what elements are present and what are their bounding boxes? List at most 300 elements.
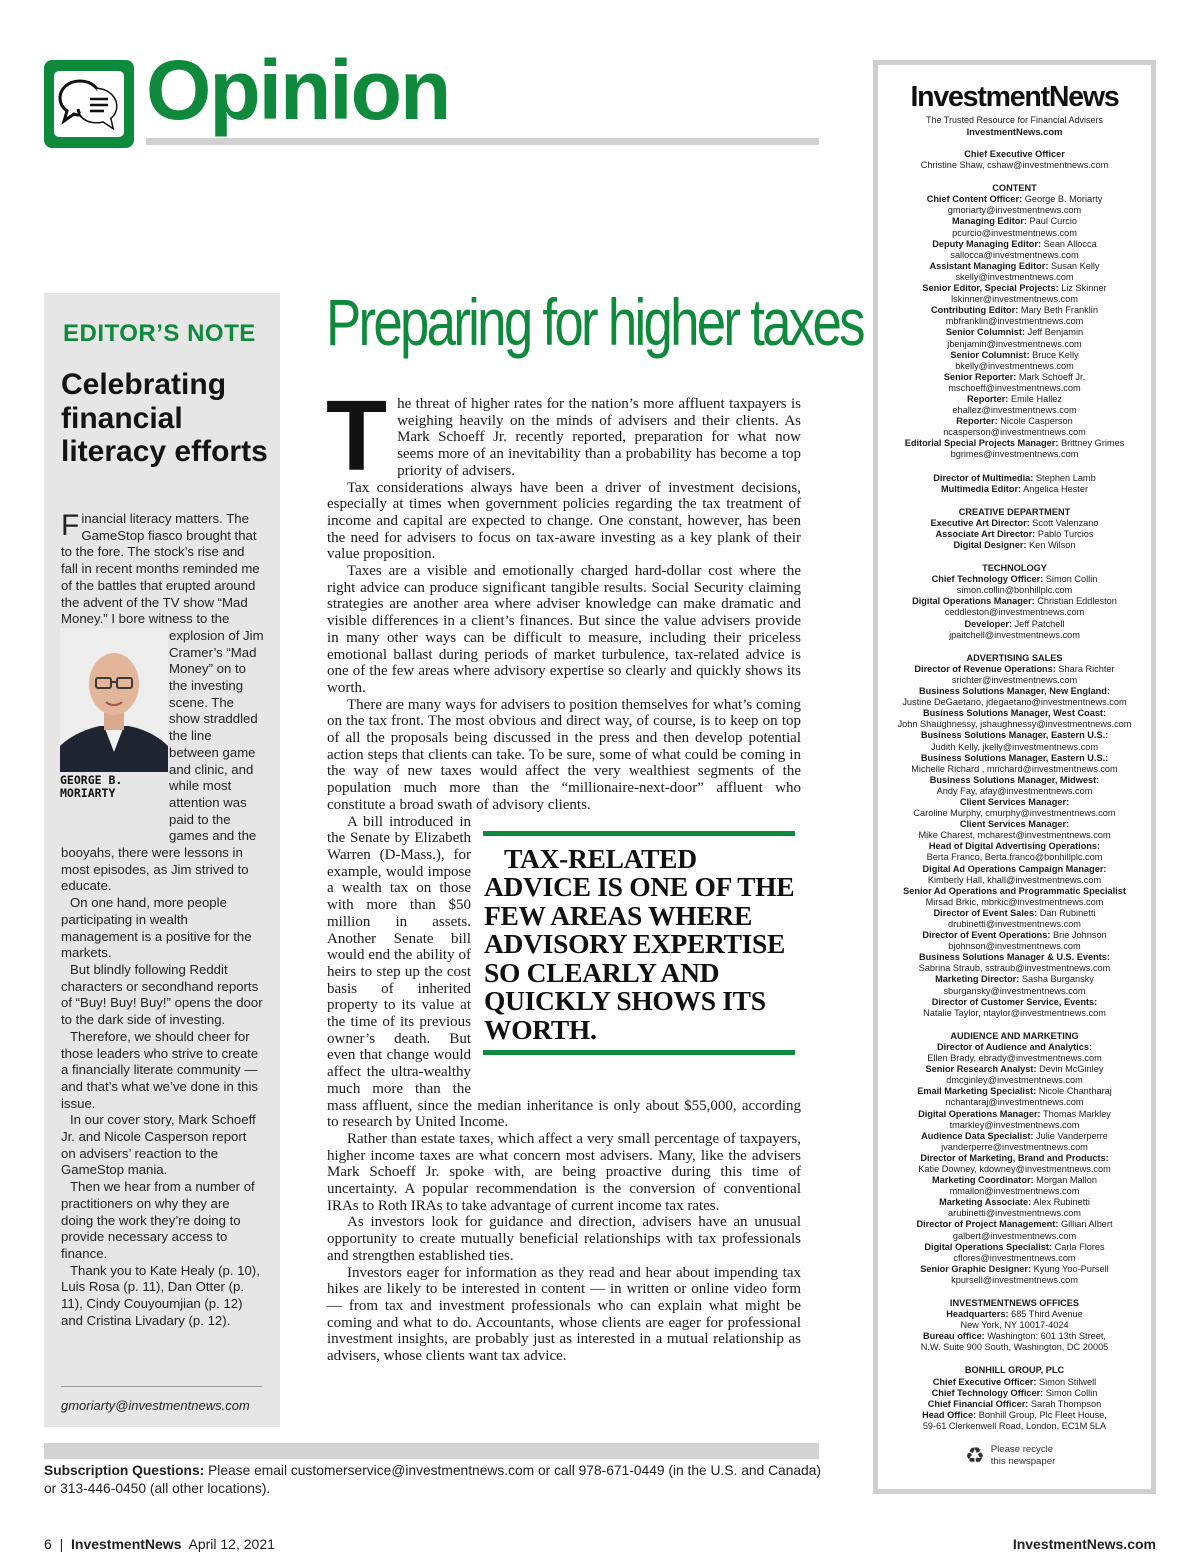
masthead-role: Audience Data Specialist: xyxy=(921,1130,1034,1141)
masthead-value: Susan Kelly xyxy=(1050,260,1100,271)
editors-note-paragraph: Thank you to Kate Healy (p. 10), Luis Rosa (p. 11), Dan Otter (p. 11), Cindy Couyoumjian (p. 12) and Cristina Livadary (p. 12). xyxy=(61,1262,260,1328)
masthead-value: Berta Franco, Berta.franco@bonhillplc.com xyxy=(926,852,1103,863)
masthead-line xyxy=(878,216,1151,227)
masthead xyxy=(878,82,1151,1432)
publication-name: InvestmentNews xyxy=(71,1536,182,1552)
masthead-line xyxy=(878,316,1151,327)
masthead-role: Bureau office: xyxy=(922,1331,985,1342)
masthead-line xyxy=(878,786,1151,797)
photo-caption: GEORGE B. MORIARTY xyxy=(60,772,123,800)
speech-bubbles-icon xyxy=(44,60,134,148)
masthead-line xyxy=(878,852,1151,863)
masthead-line xyxy=(878,1053,1151,1064)
masthead-value: Kyung Yoo-Pursell xyxy=(1033,1263,1109,1274)
masthead-value: Kimberly Hall, khall@investmentnews.com xyxy=(927,874,1102,885)
publication-tagline: The Trusted Resource for Financial Advisers xyxy=(925,115,1104,125)
masthead-role: Senior Graphic Designer: xyxy=(920,1263,1032,1274)
masthead-value: John Shaughnessy, jshaughnessy@investmentnews.com xyxy=(897,719,1132,730)
masthead-line xyxy=(878,952,1151,963)
article-body xyxy=(326,380,801,1365)
masthead-line xyxy=(878,730,1151,741)
masthead-line xyxy=(878,361,1151,372)
masthead-role: Executive Art Director: xyxy=(930,517,1030,528)
masthead-role: Business Solutions Manager, West Coast: xyxy=(922,708,1107,719)
masthead-section-heading: AUDIENCE AND MARKETING xyxy=(950,1030,1079,1041)
masthead-role: Digital Designer: xyxy=(953,540,1027,550)
issue-date: April 12, 2021 xyxy=(188,1536,275,1552)
pullquote: TAX-RELATED ADVICE IS ONE OF THE FEW AREAS WHERE ADVISORY EXPERTISE SO CLEARLY AND QUICKLY SHOWS ITS WORTH. xyxy=(484,842,795,1045)
masthead-value: Sabrina Straub, sstraub@investmentnews.com xyxy=(918,963,1111,974)
masthead-value: Mark Schoeff Jr. xyxy=(1018,371,1086,382)
masthead-role: Digital Ad Operations Campaign Manager: xyxy=(922,863,1107,874)
masthead-value: Brittney Grimes xyxy=(1060,438,1125,449)
masthead-value: Nicole Chantharaj xyxy=(1038,1086,1112,1097)
masthead-role: Chief Content Officer: xyxy=(926,194,1023,205)
masthead-role: Senior Reporter: xyxy=(943,371,1017,382)
masthead-line xyxy=(878,585,1151,596)
masthead-role: Business Solutions Manager & U.S. Events: xyxy=(919,952,1110,963)
folio: 6 | InvestmentNews April 12, 2021 xyxy=(44,1536,275,1552)
article-paragraph: As investors look for guidance and direction, advisers have an unusual opportunity to create mutually beneficial relationships with tax professionals and strengthen established ties. xyxy=(327,1214,801,1264)
masthead-value: Bonhill Group, Plc Fleet House, xyxy=(978,1409,1107,1420)
masthead-line xyxy=(878,574,1151,585)
masthead-value: Jeff Benjamin xyxy=(1027,327,1084,338)
masthead-role: Director of Event Sales: xyxy=(933,907,1038,918)
section-title: Opinion xyxy=(146,43,450,137)
masthead-value: Sasha Burgansky xyxy=(1021,974,1094,985)
masthead-role: Chief Technology Officer: xyxy=(931,574,1044,585)
masthead-line xyxy=(878,1142,1151,1153)
masthead-section xyxy=(878,183,1151,460)
masthead-value: cflores@investmentnews.com xyxy=(953,1252,1076,1263)
masthead-value: Angelica Hester xyxy=(1023,483,1089,494)
masthead-line xyxy=(878,1164,1151,1175)
editors-note-text xyxy=(61,511,264,893)
masthead-value: bgrimes@investmentnews.com xyxy=(950,449,1079,460)
article-paragraph xyxy=(326,380,801,492)
masthead-role: Reporter: xyxy=(967,393,1009,404)
editors-note-body xyxy=(61,511,264,1329)
masthead-line xyxy=(878,394,1151,405)
masthead-value: 685 Third Avenue xyxy=(1011,1309,1083,1320)
masthead-line xyxy=(878,1086,1151,1097)
masthead-line xyxy=(878,897,1151,908)
masthead-value: Julie Vanderperre xyxy=(1036,1130,1108,1141)
masthead-value: Christian Eddleston xyxy=(1037,596,1117,607)
recycle-line: this newspaper xyxy=(990,1456,1056,1467)
masthead-role: Director of Customer Service, Events: xyxy=(931,996,1098,1007)
masthead-line xyxy=(878,830,1151,841)
masthead-value: Mary Beth Franklin xyxy=(1020,305,1098,316)
masthead-line xyxy=(878,1131,1151,1142)
masthead-section-heading: CONTENT xyxy=(992,183,1037,194)
masthead-role: Digital Operations Manager: xyxy=(912,596,1035,607)
masthead-line xyxy=(878,1109,1151,1120)
masthead-value: N.W. Suite 900 South, Washington, DC 20005 xyxy=(920,1342,1109,1353)
masthead-line xyxy=(878,484,1151,495)
article-paragraph: Tax considerations always have been a driver of investment decisions, especially at times when government policies regarding the tax treatment of income and capital are expected to change. One constant, however, has been the need for advisers to focus on tax-aware investing as a key plank of their value proposition. xyxy=(327,479,801,563)
masthead-value: Carla Flores xyxy=(1054,1241,1105,1252)
masthead-value: jbenjamin@investmentnews.com xyxy=(947,338,1082,349)
masthead-line xyxy=(878,742,1151,753)
recycle-notice xyxy=(965,1444,1055,1468)
masthead-value: Bruce Kelly xyxy=(1032,349,1079,360)
masthead-role: Chief Technology Officer: xyxy=(931,1387,1044,1398)
masthead-value: mbfranklin@investmentnews.com xyxy=(945,316,1084,327)
masthead-role: Senior Columnist: xyxy=(950,349,1030,360)
masthead-line xyxy=(878,1264,1151,1275)
masthead-value: galbert@investmentnews.com xyxy=(952,1230,1077,1241)
masthead-line xyxy=(878,753,1151,764)
masthead-role: Multimedia Editor: xyxy=(940,483,1022,494)
masthead-role: Associate Art Director: xyxy=(935,528,1036,539)
signoff-rule xyxy=(61,1386,262,1387)
masthead-role: Business Solutions Manager, Midwest: xyxy=(929,774,1100,785)
masthead-value: bjohnson@investmentnews.com xyxy=(948,941,1081,952)
masthead-line xyxy=(878,228,1151,239)
masthead-value: Pablo Turcios xyxy=(1037,528,1094,539)
masthead-line xyxy=(878,908,1151,919)
masthead-section-heading: TECHNOLOGY xyxy=(982,563,1047,574)
masthead-value: jvanderperre@investmentnews.com xyxy=(941,1141,1088,1152)
masthead-value: Ellen Brady, ebrady@investmentnews.com xyxy=(927,1053,1102,1064)
masthead-line xyxy=(878,596,1151,607)
masthead-role: Chief Executive Officer: xyxy=(932,1376,1037,1387)
article-text: he threat of higher rates for the nation’s more affluent taxpayers is weighing heavily on the minds of advisers and their clients. As Mark Schoeff Jr. recently reported, preparation for what now seems more of an inevitability than a probability has become a top priority of advisers. xyxy=(397,396,801,479)
editors-note-paragraph: But blindly following Reddit characters or secondhand reports of “Buy! Buy! Buy!” opens the door to the dark side of investing. xyxy=(61,961,263,1028)
masthead-value: lskinner@investmentnews.com xyxy=(951,294,1078,305)
masthead-line xyxy=(878,1097,1151,1108)
masthead-line xyxy=(878,1309,1151,1320)
editors-note-text-part: explosion of Jim Cramer’s “Mad Money” on to the investing scene. The show straddled the line between game and clinic, and while most attention was paid to the games and the booyahs, there were lessons in most episodes, as Jim strived to educate. xyxy=(61,627,264,894)
masthead-role: Email Marketing Specialist: xyxy=(917,1086,1037,1097)
masthead-value: mschoeff@investmentnews.com xyxy=(948,382,1081,393)
masthead-role: Headquarters: xyxy=(946,1309,1009,1320)
masthead-role: Director of Audience and Analytics: xyxy=(936,1041,1093,1052)
masthead-line xyxy=(878,963,1151,974)
masthead-line xyxy=(878,708,1151,719)
masthead-line xyxy=(878,719,1151,730)
recycle-text xyxy=(991,1444,1056,1468)
masthead-value: Mirsad Brkic, mbrkic@investmentnews.com xyxy=(925,896,1104,907)
masthead-value: Michelle Richard , mrichard@investmentnews.com xyxy=(911,763,1118,774)
subscription-info xyxy=(44,1462,834,1498)
masthead-role: Managing Editor: xyxy=(951,216,1027,227)
masthead-role: Marketing Associate: xyxy=(939,1197,1032,1208)
article-paragraph: There are many ways for advisers to position themselves for what’s coming on the tax front. The most obvious and direct way, of course, is to keep on top of all the proposals being discussed in the press and then develop potential action steps that clients can take. To be sure, some of what could be coming in the way of new taxes would affect the very wealthiest segments of the population much more than the “millionaire-next-door” affluent who constitute a broad swath of advisory clients. xyxy=(327,696,801,813)
author-photo-block xyxy=(60,628,168,838)
masthead-section xyxy=(878,1365,1151,1432)
masthead-line xyxy=(878,1320,1151,1331)
footer-site: InvestmentNews.com xyxy=(1012,1536,1156,1552)
masthead-role: Assistant Managing Editor: xyxy=(929,260,1049,271)
masthead-value: New York, NY 10017-4024 xyxy=(960,1320,1069,1331)
masthead-line xyxy=(878,1275,1151,1286)
masthead-line xyxy=(878,272,1151,283)
masthead-value: kpursell@investmentnews.com xyxy=(951,1274,1078,1285)
masthead-line xyxy=(878,930,1151,941)
masthead-line xyxy=(878,619,1151,630)
masthead-line xyxy=(878,1331,1151,1342)
masthead-line xyxy=(878,797,1151,808)
masthead-value: Simon Collin xyxy=(1045,1387,1098,1398)
masthead-value: drubinetti@investmentnews.com xyxy=(948,919,1081,929)
masthead-line xyxy=(878,416,1151,427)
masthead-line xyxy=(878,383,1151,394)
masthead-line xyxy=(878,305,1151,316)
masthead-line xyxy=(878,974,1151,985)
masthead-line xyxy=(878,941,1151,952)
author-email: gmoriarty@investmentnews.com xyxy=(61,1398,250,1413)
masthead-line xyxy=(878,664,1151,675)
masthead-section xyxy=(878,1298,1151,1353)
footer-rule xyxy=(44,1443,819,1459)
masthead-role: Senior Columnist: xyxy=(945,327,1026,338)
pullquote-rule-top xyxy=(483,831,795,836)
masthead-line xyxy=(878,1153,1151,1164)
masthead-value: Justine DeGaetano, jdegaetano@investmentnews.com xyxy=(902,697,1127,708)
recycle-icon: ♻ xyxy=(965,1443,985,1468)
masthead-line xyxy=(878,438,1151,449)
masthead-value: Christine Shaw, cshaw@investmentnews.com xyxy=(920,160,1109,171)
masthead-role: Client Services Manager: xyxy=(959,819,1070,830)
masthead-role: Reporter: xyxy=(956,416,998,427)
masthead-line xyxy=(878,1377,1151,1388)
masthead-section-heading: BONHILL GROUP, PLC xyxy=(964,1365,1065,1376)
masthead-line xyxy=(878,1410,1151,1421)
masthead-role: Deputy Managing Editor: xyxy=(932,238,1042,249)
masthead-value: George B. Moriarty xyxy=(1024,194,1103,205)
masthead-line xyxy=(878,339,1151,350)
masthead-line xyxy=(878,160,1151,171)
masthead-value: ceddleston@investmentnews.com xyxy=(944,607,1085,618)
masthead-value: Scott Valenzano xyxy=(1032,517,1099,528)
subscription-label: Subscription Questions: xyxy=(44,1463,205,1478)
masthead-value: Thomas Markley xyxy=(1043,1108,1111,1119)
masthead-value: Shara Richter xyxy=(1058,663,1115,674)
masthead-value: Ken Wilson xyxy=(1029,540,1076,550)
masthead-section-heading: ADVERTISING SALES xyxy=(966,652,1063,663)
masthead-role: Director of Marketing, Brand and Products: xyxy=(920,1152,1109,1163)
masthead-value: Stephen Lamb xyxy=(1035,472,1096,483)
masthead-line xyxy=(878,919,1151,930)
subscription-text: Please email customerservice@investmentnews.com or call 978-671-0449 (in the U.S. and Canada) or 313-446-0450 (all other locations). xyxy=(44,1463,821,1496)
masthead-role: Senior Research Analyst: xyxy=(925,1064,1037,1075)
masthead-line xyxy=(878,1242,1151,1253)
masthead-role: Chief Financial Officer: xyxy=(927,1398,1029,1409)
masthead-line xyxy=(878,1175,1151,1186)
masthead-value: Judith Kelly, jkelly@investmentnews.com xyxy=(931,741,1098,752)
masthead-value: Alex Rubinetti xyxy=(1033,1197,1090,1208)
pullquote-block xyxy=(483,820,813,1092)
masthead-line xyxy=(878,986,1151,997)
masthead-role: Senior Ad Operations and Programmatic Specialist xyxy=(903,885,1126,896)
masthead-value: ncasperson@investmentnews.com xyxy=(943,427,1086,438)
masthead-line xyxy=(878,886,1151,897)
masthead-line xyxy=(878,283,1151,294)
article-paragraph xyxy=(327,814,801,1131)
page-number: 6 xyxy=(44,1536,52,1552)
masthead-section xyxy=(878,473,1151,495)
masthead-role: Marketing Director: xyxy=(935,974,1020,985)
masthead-section xyxy=(878,653,1151,1019)
masthead-value: Simon Collin xyxy=(1045,574,1098,585)
masthead-role: Digital Operations Specialist: xyxy=(924,1241,1053,1252)
masthead-line xyxy=(878,1186,1151,1197)
masthead-line xyxy=(878,864,1151,875)
masthead-value: Morgan Mallon xyxy=(1036,1175,1097,1186)
masthead-value: 59-61 Clerkenwell Road, London, EC1M 5LA xyxy=(922,1420,1107,1431)
editors-note-text-part: inancial literacy matters. The GameStop fiasco brought that to the fore. The stock’s rise and fall in recent months reminded me of the battles that erupted around the advent of the TV show “Mad Money.” I bore witness to the xyxy=(61,511,260,627)
masthead-line xyxy=(878,518,1151,529)
masthead-role: Director of Revenue Operations: xyxy=(914,663,1056,674)
masthead-line xyxy=(878,540,1151,551)
masthead-role: Head of Digital Advertising Operations: xyxy=(928,841,1101,852)
masthead-line xyxy=(878,250,1151,261)
masthead-value: Nicole Casperson xyxy=(1000,416,1073,427)
masthead-line xyxy=(878,808,1151,819)
editors-note-headline: Celebrating financial literacy efforts xyxy=(61,368,268,468)
masthead-line xyxy=(878,372,1151,383)
masthead-role: Head Office: xyxy=(922,1409,977,1420)
masthead-line xyxy=(878,529,1151,540)
masthead-role: Director of Event Operations: xyxy=(922,930,1051,941)
masthead-line xyxy=(878,1231,1151,1242)
masthead-value: Katie Downey, kdowney@investmentnews.com xyxy=(918,1163,1111,1174)
masthead-value: pcurcio@investmentnews.com xyxy=(952,227,1077,238)
recycle-line: Please recycle xyxy=(990,1444,1054,1455)
masthead-line xyxy=(878,764,1151,775)
masthead-role: Director of Multimedia: xyxy=(933,472,1034,483)
masthead-value: sallocca@investmentnews.com xyxy=(950,249,1079,260)
masthead-section xyxy=(878,563,1151,641)
masthead-line xyxy=(878,607,1151,618)
masthead-value: ehallez@investmentnews.com xyxy=(952,405,1077,416)
editors-note-paragraph xyxy=(61,511,264,895)
masthead-role: Client Services Manager: xyxy=(959,796,1070,807)
masthead-line xyxy=(878,239,1151,250)
masthead-line xyxy=(878,350,1151,361)
masthead-value: arubinetti@investmentnews.com xyxy=(948,1208,1081,1219)
article-dropcap: T xyxy=(326,380,388,492)
masthead-line xyxy=(878,1219,1151,1230)
masthead-section-heading: CREATIVE DEPARTMENT xyxy=(958,506,1071,517)
masthead-section xyxy=(878,149,1151,171)
masthead-line xyxy=(878,697,1151,708)
masthead-role: Digital Operations Manager: xyxy=(918,1108,1041,1119)
masthead-line xyxy=(878,875,1151,886)
masthead-value: Devin McGinley xyxy=(1039,1064,1104,1075)
masthead-role: Business Solutions Manager, New England: xyxy=(919,686,1110,697)
editors-note-paragraph: Then we hear from a number of practitioners on why they are doing the work they’re doing to provide necessary access to finance. xyxy=(61,1179,255,1261)
editors-note-dropcap: F xyxy=(61,509,80,542)
masthead-value: tmarkley@investmentnews.com xyxy=(949,1119,1080,1130)
masthead-line xyxy=(878,675,1151,686)
article-paragraph: Taxes are a visible and emotionally charged hard-dollar cost where the right advice can produce significant tangible results. Social Security claiming strategies are another area where adviser knowledge can make dramatic and visible differences in a client’s finances. But since the value advisers provide in many other ways can be difficult to measure, including their priceless emotional ballast during periods of market turbulence, tax-related advice is one of the few areas where advisory expertise so clearly and quickly shows its worth. xyxy=(327,563,801,696)
masthead-value: bkelly@investmentnews.com xyxy=(955,360,1074,371)
masthead-line xyxy=(878,1042,1151,1053)
masthead-value: skelly@investmentnews.com xyxy=(955,271,1074,282)
masthead-line xyxy=(878,1075,1151,1086)
masthead-value: dmcginley@investmentnews.com xyxy=(946,1075,1083,1086)
article-headline: Preparing for higher taxes xyxy=(326,285,863,359)
masthead-value: Dan Rubinetti xyxy=(1039,907,1096,918)
masthead-line xyxy=(878,294,1151,305)
masthead-line xyxy=(878,261,1151,272)
masthead-line xyxy=(878,1421,1151,1432)
masthead-section xyxy=(878,1031,1151,1286)
masthead-role: Marketing Coordinator: xyxy=(932,1175,1034,1186)
masthead-role: Chief Executive Officer xyxy=(964,149,1065,159)
masthead-value: jpaitchell@investmentnews.com xyxy=(949,629,1080,640)
masthead-value: Paul Curcio xyxy=(1029,216,1078,227)
masthead-value: Sean Allocca xyxy=(1043,238,1097,249)
masthead-value: srichter@investmentnews.com xyxy=(951,674,1078,685)
masthead-line xyxy=(878,327,1151,338)
masthead-line xyxy=(878,473,1151,484)
masthead-value: mmallon@investmentnews.com xyxy=(949,1186,1080,1197)
masthead-line xyxy=(878,841,1151,852)
masthead-value: Washington: 601 13th Street, xyxy=(987,1331,1106,1342)
masthead-value: Emile Hallez xyxy=(1010,393,1062,404)
masthead-value: Caroline Murphy, cmurphy@investmentnews.com xyxy=(913,808,1116,819)
header-rule xyxy=(146,138,819,145)
masthead-role: Contributing Editor: xyxy=(931,305,1019,316)
masthead-line xyxy=(878,194,1151,205)
masthead-line xyxy=(878,1342,1151,1353)
masthead-role: Business Solutions Manager, Eastern U.S.: xyxy=(920,752,1109,763)
masthead-role: Senior Editor, Special Projects: xyxy=(922,283,1059,294)
pullquote-rule-bottom xyxy=(483,1050,795,1055)
masthead-line xyxy=(878,819,1151,830)
masthead-role: Director of Project Management: xyxy=(916,1219,1059,1230)
masthead-line xyxy=(878,1120,1151,1131)
publication-logo: InvestmentNews xyxy=(910,81,1119,113)
masthead-value: Sarah Thompson xyxy=(1030,1398,1102,1409)
masthead-section-heading: INVESTMENTNEWS OFFICES xyxy=(949,1298,1080,1308)
masthead-line xyxy=(878,449,1151,460)
masthead-value: simon.collin@bonhillplc.com xyxy=(956,585,1073,596)
masthead-line xyxy=(878,1208,1151,1219)
masthead-line xyxy=(878,1253,1151,1264)
masthead-value: sburgansky@investmentnews.com xyxy=(943,985,1086,996)
masthead-line xyxy=(878,427,1151,438)
masthead-line xyxy=(878,1064,1151,1075)
masthead-line xyxy=(878,205,1151,216)
masthead-role: Developer: xyxy=(964,618,1013,629)
article-paragraph: Rather than estate taxes, which affect a very small percentage of taxpayers, higher income taxes are what concern most advisers. Many, like the advisers Mark Schoeff Jr. spoke with, are being proactive during this time of uncertainty. A popular recommendation is the conversion of conventional IRAs to Roth IRAs to take advantage of current income tax rates. xyxy=(327,1130,801,1214)
masthead-role: Business Solutions Manager, Eastern U.S.: xyxy=(920,730,1109,741)
masthead-value: Brie Johnson xyxy=(1053,930,1107,941)
article-text: A bill introduced in the Senate by Elizabeth Warren (D-Mass.), for example, would impose a wealth tax on those with more than $50 million in assets. Another Senate bill would end the ability of heirs to step up the cost basis of inherited property to its value at the time of its previous owner’s death. But even that change would affect the ultra-wealthy much more than the mass affluent, since the median inheritance is only about $55,000, according to research by United Income. xyxy=(327,813,801,1131)
masthead-line xyxy=(878,1399,1151,1410)
article-paragraph: Investors eager for information as they read and hear about impending tax hikes are likely to be interested in content — in written or online video form — from tax and investment professionals who can explain what might be coming and what to do. Accountants, whose clients are eager for professional investment insights, are probably just as interested in a mutual relationship as advisers, whose clients want tax advice. xyxy=(327,1264,801,1365)
editors-note-label: EDITOR’S NOTE xyxy=(63,320,256,347)
masthead-line xyxy=(878,1008,1151,1019)
editors-note-paragraph: On one hand, more people participating in wealth management is a positive for the markets. xyxy=(61,895,252,961)
masthead-value: Natalie Taylor, ntaylor@investmentnews.com xyxy=(923,1007,1106,1018)
author-photo xyxy=(60,628,168,772)
masthead-line xyxy=(878,405,1151,416)
masthead-line xyxy=(878,775,1151,786)
masthead-value: Simon Stilwell xyxy=(1039,1376,1097,1387)
editors-note-paragraph: Therefore, we should cheer for those leaders who strive to create a financially literate community — and that’s what we’ve done in this issue. xyxy=(61,1028,259,1111)
masthead-value: Jeff Patchell xyxy=(1014,618,1065,629)
masthead-line xyxy=(878,149,1151,160)
masthead-sections xyxy=(878,149,1151,1432)
masthead-value: Andy Fay, afay@investmentnews.com xyxy=(936,785,1093,796)
masthead-value: gmoriarty@investmentnews.com xyxy=(947,205,1082,216)
